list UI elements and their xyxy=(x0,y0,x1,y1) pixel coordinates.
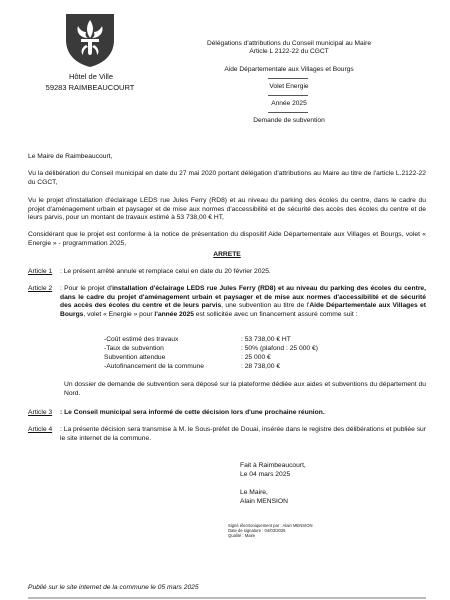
financing-value: : 50% (plafond : 25 000 €) xyxy=(241,345,318,352)
header-line-demande: Demande de subvention xyxy=(253,117,325,124)
financing-value: : 53 738,00 € HT xyxy=(241,336,291,343)
header-line-annee: Année 2025 xyxy=(271,100,307,107)
signature-date: Le 04 mars 2025 xyxy=(240,471,291,478)
article-4-label: Article 4 xyxy=(28,426,53,433)
e-signature-date: Date de signature : 04/03/2025 xyxy=(228,528,286,533)
signature-place: Fait à Raimbeaucourt, xyxy=(240,462,306,469)
header-line-volet: Volet Energie xyxy=(269,83,309,90)
article-2-label: Article 2 xyxy=(28,285,53,292)
financing-label: -Coût estimé des travaux xyxy=(104,336,179,343)
header-divider xyxy=(268,78,308,79)
header-line-article: Article L 2122-22 du CGCT xyxy=(249,48,329,55)
financing-label: Subvention attendue xyxy=(104,354,166,361)
arrete-heading: ARRETE xyxy=(213,251,241,258)
e-signature-signed-by: Signé électroniquement par : Alain MENSION xyxy=(228,523,313,528)
header-line-aide: Aide Départementale aux Villages et Bourgs xyxy=(224,66,354,73)
paragraph-deliberation: Vu la délibération du Conseil municipal en date du 27 mai 2020 portant délégation d'attributions au Maire au titre de l'article L.2122-22 du CGCT, xyxy=(28,170,426,186)
signature-name: Alain MENSION xyxy=(240,498,288,505)
financing-label: -Autofinancement de la commune xyxy=(104,363,204,370)
town-hall-label: Hôtel de Ville xyxy=(68,72,114,81)
article-1-text: : Le présent arrêté annule et remplace celui en date du 20 février 2025. xyxy=(60,268,271,275)
town-address: 59283 RAIMBEAUCOURT xyxy=(45,83,135,92)
e-signature-quality: Qualité : Maire xyxy=(228,533,256,538)
article-3-label: Article 3 xyxy=(28,409,53,416)
article-2-text: : Pour le projet d'installation d'éclairage LEDS rue Jules Ferry (RD8) et au niveau du parking des écoles du centre, dans le cadre du projet d'aménagement urbain et paysager et de mise aux normes d'accessibilité et de sécurité des accès des écoles du centre et de leurs parvis, une subvention au titre de l'Aide Départementale aux Villages et Bourgs, volet « Energie » pour l'année 2025 est sollicitée avec un financement assuré comme suit : xyxy=(60,285,426,318)
article-3-text: : Le Conseil municipal sera informé de cette décision lors d'une prochaine réunion. xyxy=(60,409,325,416)
paragraph-considerant: Considérant que le projet est conforme à la notice de présentation du dispositif Aide Départementale aux Villages et Bourgs, volet « Energie » - programmation 2025, xyxy=(28,231,426,247)
header-divider xyxy=(268,95,308,96)
article-1-label: Article 1 xyxy=(28,268,53,275)
header-divider xyxy=(268,112,308,113)
financing-value: : 25 000 € xyxy=(241,354,271,361)
publication-note: Publié sur le site internet de la commune le 05 mars 2025 xyxy=(28,584,199,591)
deposit-note: Un dossier de demande de subvention sera déposé sur la plateforme dédiée aux aides et subventions du département du Nord. xyxy=(64,381,426,397)
article-4-text: : La présente décision sera transmise à M. le Sous-préfet de Douai, insérée dans le registre des délibérations et publiée sur le site internet de la commune. xyxy=(60,426,426,442)
paragraph-project: Vu le projet d'installation d'éclairage LEDS rue Jules Ferry (RD8) et au niveau du parking des écoles du centre, dans le cadre du projet d'aménagement urbain et paysager et de mise aux normes d'accessibilité et de sécurité des accès des écoles du centre et de leurs parvis, pour un montant de travaux estimé à 53 738,00 € HT, xyxy=(28,197,426,221)
signature-title: Le Maire, xyxy=(240,489,268,496)
header-line-delegations: Délégations d'attributions du Conseil municipal au Maire xyxy=(207,40,371,47)
financing-label: -Taux de subvention xyxy=(104,345,164,352)
financing-value: : 28 738,00 € xyxy=(241,363,281,370)
salutation: Le Maire de Raimbeaucourt, xyxy=(28,153,113,160)
coat-of-arms-logo xyxy=(64,12,116,68)
